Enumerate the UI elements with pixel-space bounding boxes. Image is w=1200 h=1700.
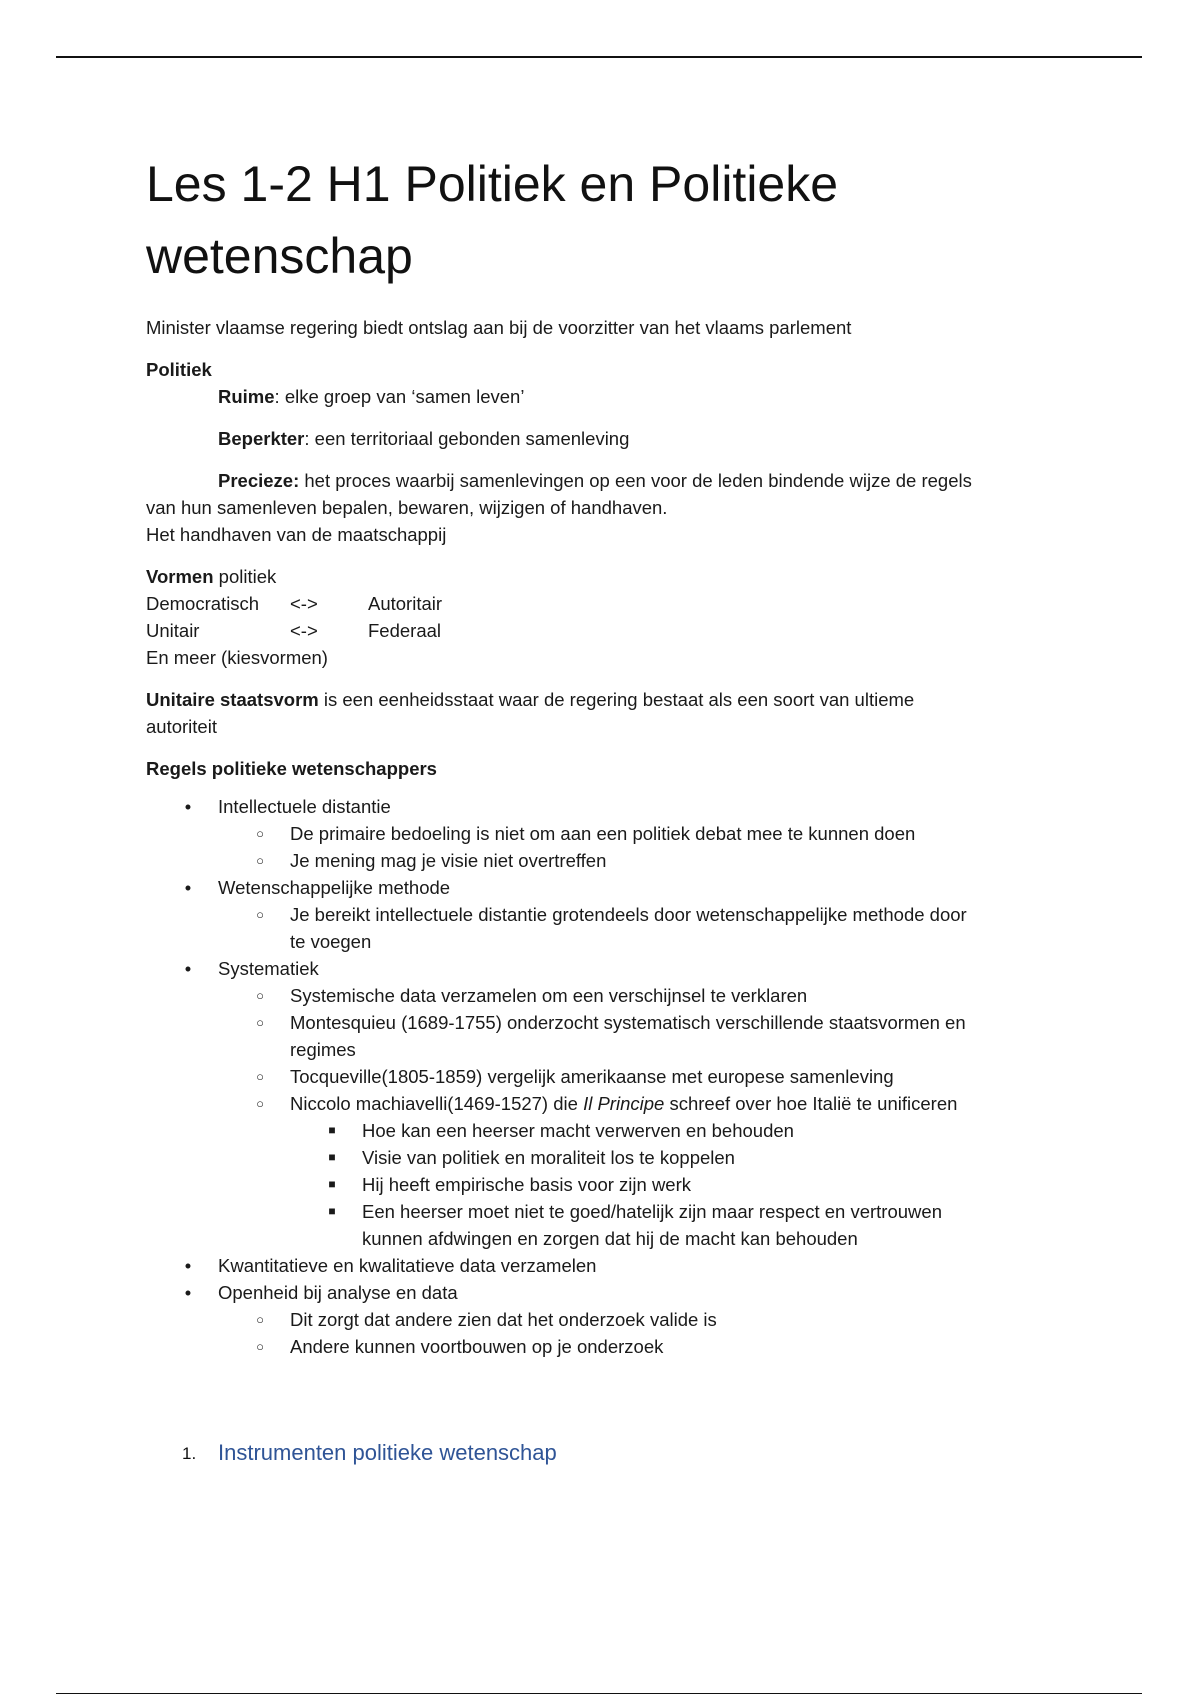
list-item-cont: te voegen <box>290 931 372 952</box>
bullet-icon: • <box>184 958 192 979</box>
circle-bullet-icon: ○ <box>256 1015 264 1030</box>
bottom-rule <box>56 1693 1142 1694</box>
def-precieze: Precieze: het proces waarbij samenlevingen op een voor de leden bindende wijze de regels <box>218 470 972 491</box>
unitaire-cont: autoriteit <box>146 716 217 737</box>
list-item: • Intellectuele distantie <box>146 793 1066 820</box>
list-item: ○ Je bereikt intellectuele distantie grotendeels door wetenschappelijke methode door <box>146 901 1066 928</box>
list-item: ■ Hoe kan een heerser macht verwerven en behouden <box>146 1117 1066 1144</box>
vormen-row: Unitair <-> Federaal <box>146 620 442 641</box>
regels-list <box>146 793 1066 1360</box>
circle-bullet-icon: ○ <box>256 826 264 841</box>
circle-bullet-icon: ○ <box>256 988 264 1003</box>
vormen-row: Democratisch <-> Autoritair <box>146 593 443 614</box>
circle-bullet-icon: ○ <box>256 1069 264 1084</box>
intro-text: Minister vlaamse regering biedt ontslag aan bij de voorzitter van het vlaams parlement <box>146 317 852 338</box>
section-heading <box>146 1438 1066 1468</box>
list-item: ○ Systemische data verzamelen om een verschijnsel te verklaren <box>146 982 1066 1009</box>
list-item: ○ Tocqueville(1805-1859) vergelijk amerikaanse met europese samenleving <box>146 1063 1066 1090</box>
politiek-heading: Politiek <box>146 359 212 380</box>
bullet-icon: • <box>184 796 192 817</box>
list-item: ■ Hij heeft empirische basis voor zijn werk <box>146 1171 1066 1198</box>
list-item: ○ Je mening mag je visie niet overtreffen <box>146 847 1066 874</box>
list-item-cont: kunnen afdwingen en zorgen dat hij de macht kan behouden <box>362 1228 858 1249</box>
bullet-icon: • <box>184 1282 192 1303</box>
vormen-meer: En meer (kiesvormen) <box>146 647 328 668</box>
section-number: 1. <box>182 1444 197 1463</box>
vormen-heading: Vormen politiek <box>146 566 277 587</box>
circle-bullet-icon: ○ <box>256 1096 264 1111</box>
list-item: • Openheid bij analyse en data <box>146 1279 1066 1306</box>
unitaire-definition: Unitaire staatsvorm is een eenheidsstaat waar de regering bestaat als een soort van ultieme <box>146 689 915 710</box>
list-item: ○ De primaire bedoeling is niet om aan een politiek debat mee te kunnen doen <box>146 820 1066 847</box>
page-title: Les 1-2 H1 Politiek en Politieke wetenschap <box>146 156 839 284</box>
document-page <box>146 148 1066 1468</box>
regels-heading: Regels politieke wetenschappers <box>146 758 437 779</box>
list-item: ○ Niccolo machiavelli(1469-1527) die Il Principe schreef over hoe Italië te unificeren <box>146 1090 1066 1117</box>
list-item: • Wetenschappelijke methode <box>146 874 1066 901</box>
circle-bullet-icon: ○ <box>256 1339 264 1354</box>
list-item: • Systematiek <box>146 955 1066 982</box>
list-item: ○ Montesquieu (1689-1755) onderzocht systematisch verschillende staatsvormen en <box>146 1009 1066 1036</box>
square-bullet-icon: ■ <box>328 1150 336 1164</box>
list-item: • Kwantitatieve en kwalitatieve data verzamelen <box>146 1252 1066 1279</box>
def-precieze-cont: van hun samenleven bepalen, bewaren, wijzigen of handhaven. <box>146 497 668 518</box>
handhaven-text: Het handhaven van de maatschappij <box>146 524 447 545</box>
square-bullet-icon: ■ <box>328 1177 336 1191</box>
circle-bullet-icon: ○ <box>256 907 264 922</box>
top-rule <box>56 56 1142 58</box>
def-beperkter: Beperkter: een territoriaal gebonden samenleving <box>218 428 630 449</box>
list-item: ■ Een heerser moet niet te goed/hatelijk zijn maar respect en vertrouwen <box>146 1198 1066 1225</box>
list-item-cont: regimes <box>290 1039 356 1060</box>
list-item: ○ Andere kunnen voortbouwen op je onderzoek <box>146 1333 1066 1360</box>
list-item: ■ Visie van politiek en moraliteit los te koppelen <box>146 1144 1066 1171</box>
circle-bullet-icon: ○ <box>256 853 264 868</box>
square-bullet-icon: ■ <box>328 1123 336 1137</box>
square-bullet-icon: ■ <box>328 1204 336 1218</box>
section-title: Instrumenten politieke wetenschap <box>218 1440 557 1465</box>
def-ruime: Ruime: elke groep van ‘samen leven’ <box>218 386 525 407</box>
circle-bullet-icon: ○ <box>256 1312 264 1327</box>
bullet-icon: • <box>184 877 192 898</box>
bullet-icon: • <box>184 1255 192 1276</box>
list-item: ○ Dit zorgt dat andere zien dat het onderzoek valide is <box>146 1306 1066 1333</box>
